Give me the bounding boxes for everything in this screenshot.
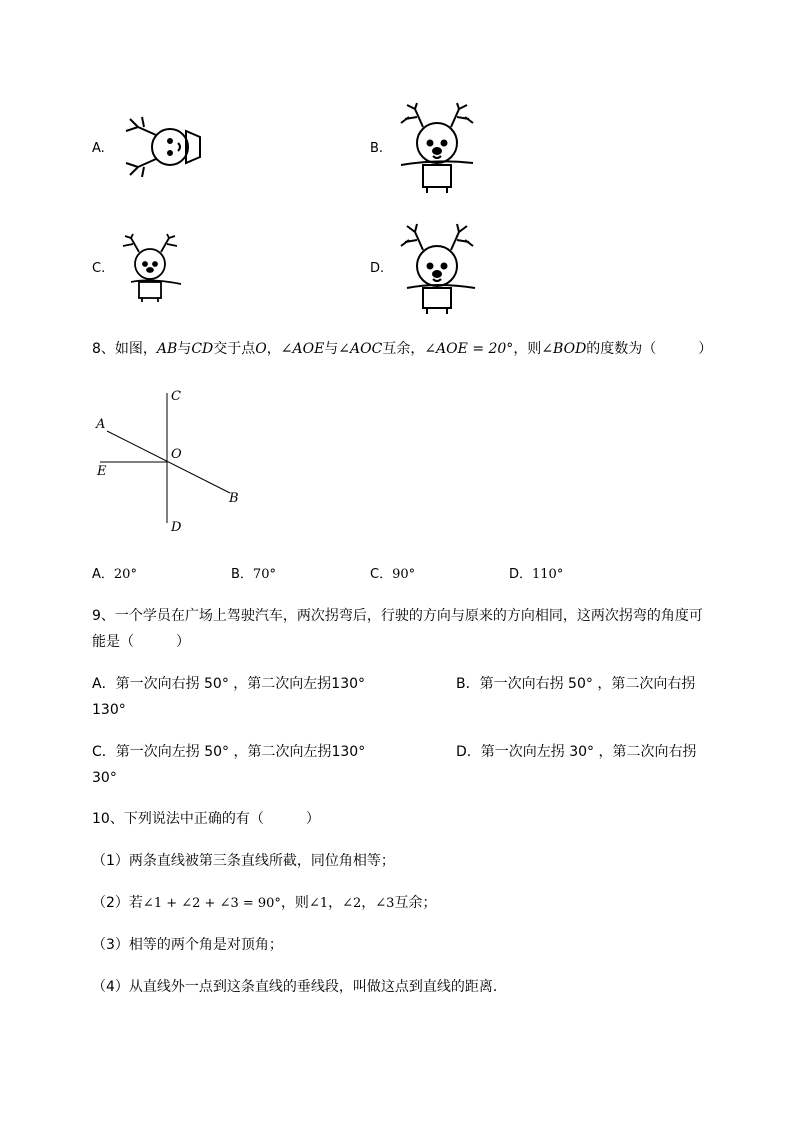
q8-aoc: ∠AOC — [338, 341, 383, 357]
q10-stem: 10、下列说法中正确的有（ ） — [92, 811, 320, 827]
q10-s2-c: ， — [328, 895, 343, 911]
q8-t5: 互余， — [382, 341, 425, 357]
q10-s2-a: （2）若 — [92, 895, 143, 911]
q8-prefix: 8、如图， — [92, 341, 157, 357]
q9-option-c: C．第一次向左拐 50° ，第二次向左拐130° — [92, 744, 366, 760]
q8-bod: ∠BOD — [541, 341, 587, 357]
label-b: B — [229, 491, 239, 506]
q10-statement-4: （4）从直线外一点到这条直线的垂线段，叫做这点到直线的距离． — [92, 979, 507, 995]
q8-option-c — [370, 565, 415, 585]
q8-option-a-label: A． — [92, 567, 114, 582]
q8-t6: ，则 — [513, 341, 542, 357]
reindeer-icon — [395, 103, 480, 195]
q7-option-c-label: C. — [92, 261, 106, 276]
label-o: O — [171, 447, 182, 462]
q8-option-a — [92, 565, 137, 585]
q8-t3: ， — [266, 341, 281, 357]
q8-t1: 与 — [177, 341, 192, 357]
q10-s2-angle2: ∠2 — [342, 896, 362, 911]
q10-statement-1: （1）两条直线被第三条直线所截，同位角相等； — [92, 853, 395, 869]
label-c: C — [171, 389, 181, 404]
q10-statement-3: （3）相等的两个角是对顶角； — [92, 937, 283, 953]
q7-option-d-label: D. — [370, 261, 385, 276]
q10-s2-e: 互余； — [394, 895, 437, 911]
q8-stem — [92, 339, 712, 359]
q8-o: O — [255, 341, 267, 357]
q8-ab: AB — [156, 341, 178, 357]
q10-s2-angle1: ∠1 — [308, 896, 329, 911]
q10-s2-math: ∠1 + ∠2 + ∠3 = 90° — [142, 896, 281, 911]
q9-option-b-line2: 130° — [92, 702, 126, 718]
q8-option-b-value: 70° — [252, 567, 276, 582]
q8-aoe1: ∠AOE — [280, 341, 325, 357]
q7-option-a-label: A. — [92, 141, 105, 156]
q9-stem-line2: 能是（ ） — [92, 634, 190, 650]
label-e: E — [97, 464, 107, 479]
q10-s2-d: ， — [361, 895, 376, 911]
q9-option-a: A．第一次向右拐 50° ，第二次向左拐130° — [92, 676, 366, 692]
q8-cd: CD — [191, 341, 214, 357]
reindeer-icon — [117, 234, 185, 304]
q8-option-c-label: C． — [370, 567, 393, 582]
reindeer-icon — [395, 224, 480, 316]
q9-option-d-line1: D．第一次向左拐 30° ，第二次向右拐 — [456, 744, 697, 760]
q8-option-b-label: B． — [231, 567, 253, 582]
q8-t4: 与 — [324, 341, 339, 357]
q10-s2-b: ，则 — [280, 895, 309, 911]
q8-option-d-label: D． — [509, 567, 533, 582]
q9-stem-line1: 9、一个学员在广场上驾驶汽车，两次拐弯后，行驶的方向与原来的方向相同，这两次拐弯的角度可 — [92, 608, 703, 624]
q8-option-d-value: 110° — [532, 567, 564, 582]
q10-statement-2 — [92, 893, 436, 914]
label-a: A — [96, 417, 106, 432]
q9-option-b-line1: B．第一次向右拐 50° ，第二次向右拐 — [456, 676, 696, 692]
q8-aoe2: ∠AOE = 20° — [424, 341, 514, 357]
q8-t7: 的度数为（ ） — [586, 341, 713, 357]
q7-option-b-label: B. — [370, 141, 384, 156]
q8-option-a-value: 20° — [113, 567, 137, 582]
label-d: D — [171, 520, 182, 535]
q8-option-d — [509, 565, 563, 585]
q9-option-d-line2: 30° — [92, 770, 117, 786]
q8-option-c-value: 90° — [392, 567, 416, 582]
q8-option-b — [231, 565, 276, 585]
reindeer-icon — [112, 105, 212, 190]
q8-t2: 交于点 — [213, 341, 256, 357]
q8-geometry-figure — [90, 385, 250, 535]
q10-s2-angle3: ∠3 — [375, 896, 395, 911]
